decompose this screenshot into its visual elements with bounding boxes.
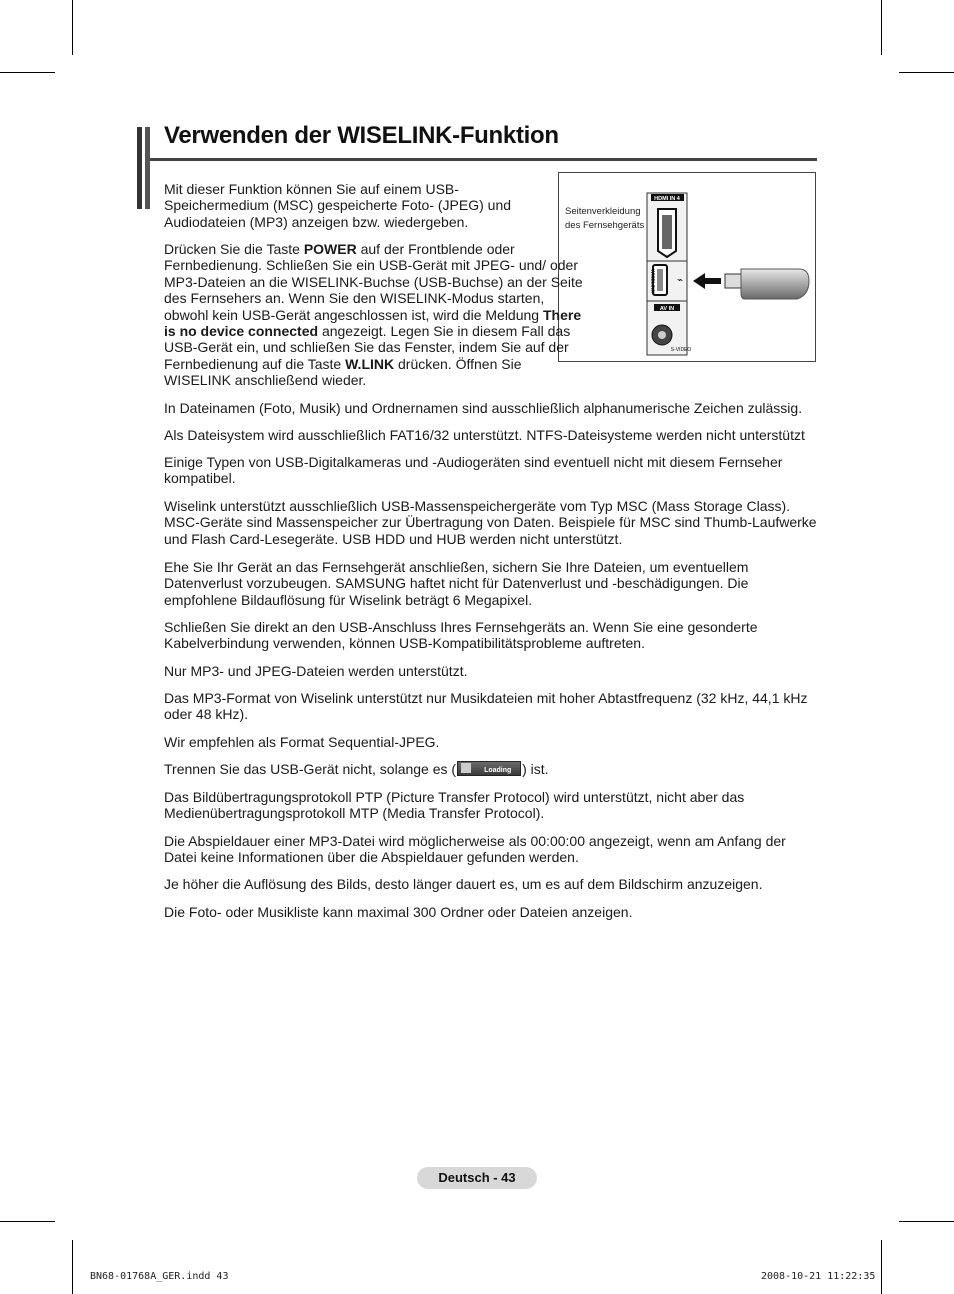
print-slug-timestamp: 2008-10-21 11:22:35: [761, 1271, 876, 1282]
paragraph: Die Foto- oder Musikliste kann maximal 300 Ordner oder Dateien anzeigen.: [164, 904, 633, 920]
paragraph: Ehe Sie Ihr Gerät an das Fernsehgerät anschließen, sichern Sie Ihre Dateien, um eventuellem Datenverlust vorzubeugen. SAMSUNG haftet nicht für Datenverlust und -beschädigungen. Die empfohlene Bildauflösung für Wiselink beträgt 6 Megapixel.: [164, 559, 749, 608]
paragraph: Als Dateisystem wird ausschließlich FAT16/32 unterstützt. NTFS-Dateisysteme werden nicht unterstützt: [164, 427, 805, 443]
av-label: AV IN: [659, 306, 675, 312]
paragraph: Einige Typen von USB-Digitalkameras und -Audiogeräten sind eventuell nicht mit diesem Fernseher kompatibel.: [164, 454, 783, 487]
title-accent-bar: [145, 127, 150, 209]
crop-mark: [72, 1240, 73, 1294]
paragraph: Das Bildübertragungsprotokoll PTP (Picture Transfer Protocol) wird unterstützt, nicht aber das Medienübertragungsprotokoll MTP (Media Transfer Protocol).: [164, 789, 745, 822]
page-title: Verwenden der WISELINK-Funktion: [164, 122, 559, 149]
hourglass-icon: [461, 763, 471, 773]
power-key: POWER: [303, 241, 357, 257]
crop-mark: [0, 72, 55, 73]
usb-connection-figure: [558, 172, 816, 362]
crop-mark: [899, 1221, 954, 1222]
loading-icon: Loading: [457, 761, 521, 776]
crop-mark: [72, 0, 73, 55]
loading-paragraph: Trennen Sie das USB-Gerät nicht, solange es ( Loading ) ist.: [164, 761, 549, 777]
svideo-label: S-VIDEO: [670, 347, 692, 353]
hdmi-label: HDMI IN 4: [654, 196, 680, 202]
paragraph: Wiselink unterstützt ausschließlich USB-Massenspeichergeräte vom Typ MSC (Mass Storage Class). MSC-Geräte sind Massenspeicher zur Übertragung von Daten. Beispiele für MSC sind Thumb-Laufwerke und Flash Card-Lesegeräte. USB HDD und HUB werden nicht unterstützt.: [164, 498, 817, 547]
figure-caption: Seitenverkleidung des Fernsehgeräts: [565, 206, 645, 231]
wiselink-label: WISELINK: [649, 269, 655, 293]
usb-icon: ⌁: [676, 275, 684, 286]
paragraph: Wir empfehlen als Format Sequential-JPEG.: [164, 734, 440, 750]
paragraph: Je höher die Auflösung des Bilds, desto länger dauert es, um es auf dem Bildschirm anzuzeigen.: [164, 876, 763, 892]
wlink-key: W.LINK: [345, 355, 395, 372]
title-rule: [150, 158, 817, 161]
crop-mark: [0, 1221, 55, 1222]
paragraph: In Dateinamen (Foto, Musik) und Ordnernamen sind ausschließlich alphanumerische Zeichen zulässig.: [164, 400, 803, 416]
title-accent-bar: [137, 127, 142, 209]
paragraph: Die Abspieldauer einer MP3-Datei wird möglicherweise als 00:00:00 angezeigt, wenn am Anfang der Datei keine Informationen über die Abspieldauer gefunden werden.: [164, 833, 786, 866]
crop-mark: [881, 0, 882, 55]
no-device-message: There is no device connected: [164, 306, 582, 340]
tv-side-panel-illustration: [559, 173, 815, 361]
crop-mark: [881, 1240, 882, 1294]
power-paragraph: Drücken Sie die Taste POWER auf der Frontblende oder Fernbedienung. Schließen Sie ein USB-Gerät mit JPEG- und/ oder MP3-Dateien an die WISELINK-Buchse (USB-Buchse) an der Seite des Fernsehers an. Wenn Sie den WISELINK-Modus starten, obwohl kein USB-Gerät angeschlossen ist, wird die Meldung There is no device connected angezeigt. Legen Sie in diesem Fall das USB-Gerät ein, und schließen Sie das Fenster, indem Sie auf der Fernbedienung auf die Taste W.LINK drücken. Öffnen Sie WISELINK anschließend wieder.: [164, 241, 583, 389]
paragraph: Schließen Sie direkt an den USB-Anschluss Ihres Fernsehgeräts an. Wenn Sie eine gesonderte Kabelverbindung verwenden, können USB-Kompatibilitätsprobleme auftreten.: [164, 619, 758, 652]
crop-mark: [899, 72, 954, 73]
paragraph: Nur MP3- und JPEG-Dateien werden unterstützt.: [164, 663, 468, 679]
intro-paragraph: Mit dieser Funktion können Sie auf einem USB-Speichermedium (MSC) gespeicherte Foto- (JPEG) und Audiodateien (MP3) anzeigen bzw. wiedergeben.: [164, 181, 512, 230]
paragraph: Das MP3-Format von Wiselink unterstützt nur Musikdateien mit hoher Abtastfrequenz (32 kHz, 44,1 kHz oder 48 kHz).: [164, 690, 808, 723]
print-slug-file: BN68-01768A_GER.indd 43: [90, 1271, 229, 1282]
page-number-badge: Deutsch - 43: [417, 1167, 537, 1189]
